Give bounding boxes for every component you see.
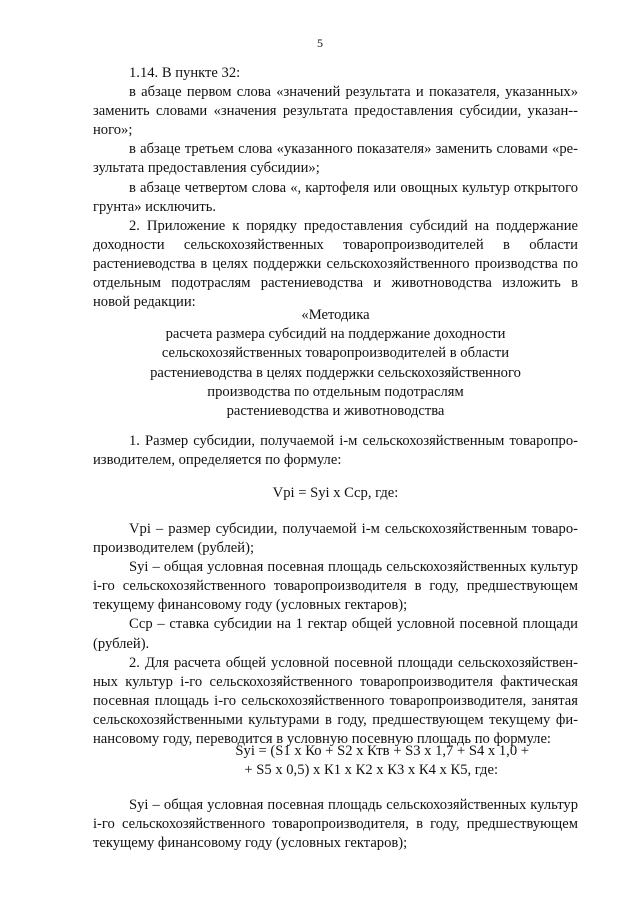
method-title-line: сельскохозяйственных товаропроизводителей в области [161,345,510,362]
method-title [93,306,578,421]
definitions-section-2 [93,796,578,853]
definitions-section [93,520,578,749]
paragraph-appendix-2: 2. Приложение к порядку предоставления субсидий на поддержание доходности сельскохозяйственных товаропроизводителей в области растениеводства в целях поддержки сельскохозяйственного производства по отдельным подотраслям растениеводства и животноводства изложить в новой редакции: [93,217,578,311]
formula-syi-line-2: + S5 x 0,5) x К1 x К2 x К3 x К4 x К5, где: [244,762,498,778]
clause-1-section [93,432,578,470]
method-title-line: растениеводства в целях поддержки сельскохозяйственного [150,364,521,381]
method-title-line: производства по отдельным подотраслям [207,383,464,400]
paragraph-abzac-fourth: в абзаце четвертом слова «, картофеля или овощных культур открытого грунта» исключить. [93,179,578,215]
formula-vpi: Vpi = Syi x Сср, где: [272,485,399,501]
definition-vpi: Vpi – размер субсидии, получаемой i-м сельскохозяйственным товаропроизводителем (рублей); [93,521,578,557]
definition-syi: Syi – общая условная посевная площадь сельскохозяйственных культур i-го сельскохозяйственного товаропроизводителя в году, предшествующем текущему финансовому году (условных гектаров); [93,559,578,614]
paragraph-abzac-first: в абзаце первом слова «значений результата и показателя, указанных» заменить словами «значения результата предоставления субсидии, указан-ного»; [93,84,578,139]
formula-syi [93,742,578,780]
method-title-line: расчета размера субсидий на поддержание доходности [165,326,506,343]
paragraph-clause-2: 2. Для расчета общей условной посевной площади сельскохозяйственных культур i-го сельскохозяйственного товаропроизводителя фактическая посевная площадь i-го сельскохозяйственного товаропроизводителя, занятая сельскохозяйственными культурами в году, предшествующем текущему финансовому году, переводится в условную посевную площадь по формуле: [93,654,578,748]
page-number: 5 [317,36,323,50]
paragraph-1-14-heading: 1.14. В пункте 32: [129,65,241,81]
formula-syi-line-1: Syi = (S1 x Ко + S2 x Ктв + S3 x 1,7 + S4 x 1,0 + [235,743,529,759]
definition-ccp: Сср – ставка субсидии на 1 гектар общей условной посевной площади (рублей). [93,616,578,652]
method-title-line: «Методика [301,307,370,323]
definition-syi-2: Syi – общая условная посевная площадь сельскохозяйственных культур i-го сельскохозяйственного товаропроизводителя, в году, предшествующем текущему финансовому году (условных гектаров); [93,797,578,852]
paragraph-abzac-third: в абзаце третьем слова «указанного показателя» заменить словами «результата предоставления субсидии»; [93,141,578,177]
amendments-section [93,64,578,312]
paragraph-clause-1: 1. Размер субсидии, получаемой i-м сельскохозяйственным товаропроизводителем, определяется по формуле: [93,433,578,469]
method-title-line: растениеводства и животноводства [226,403,445,420]
